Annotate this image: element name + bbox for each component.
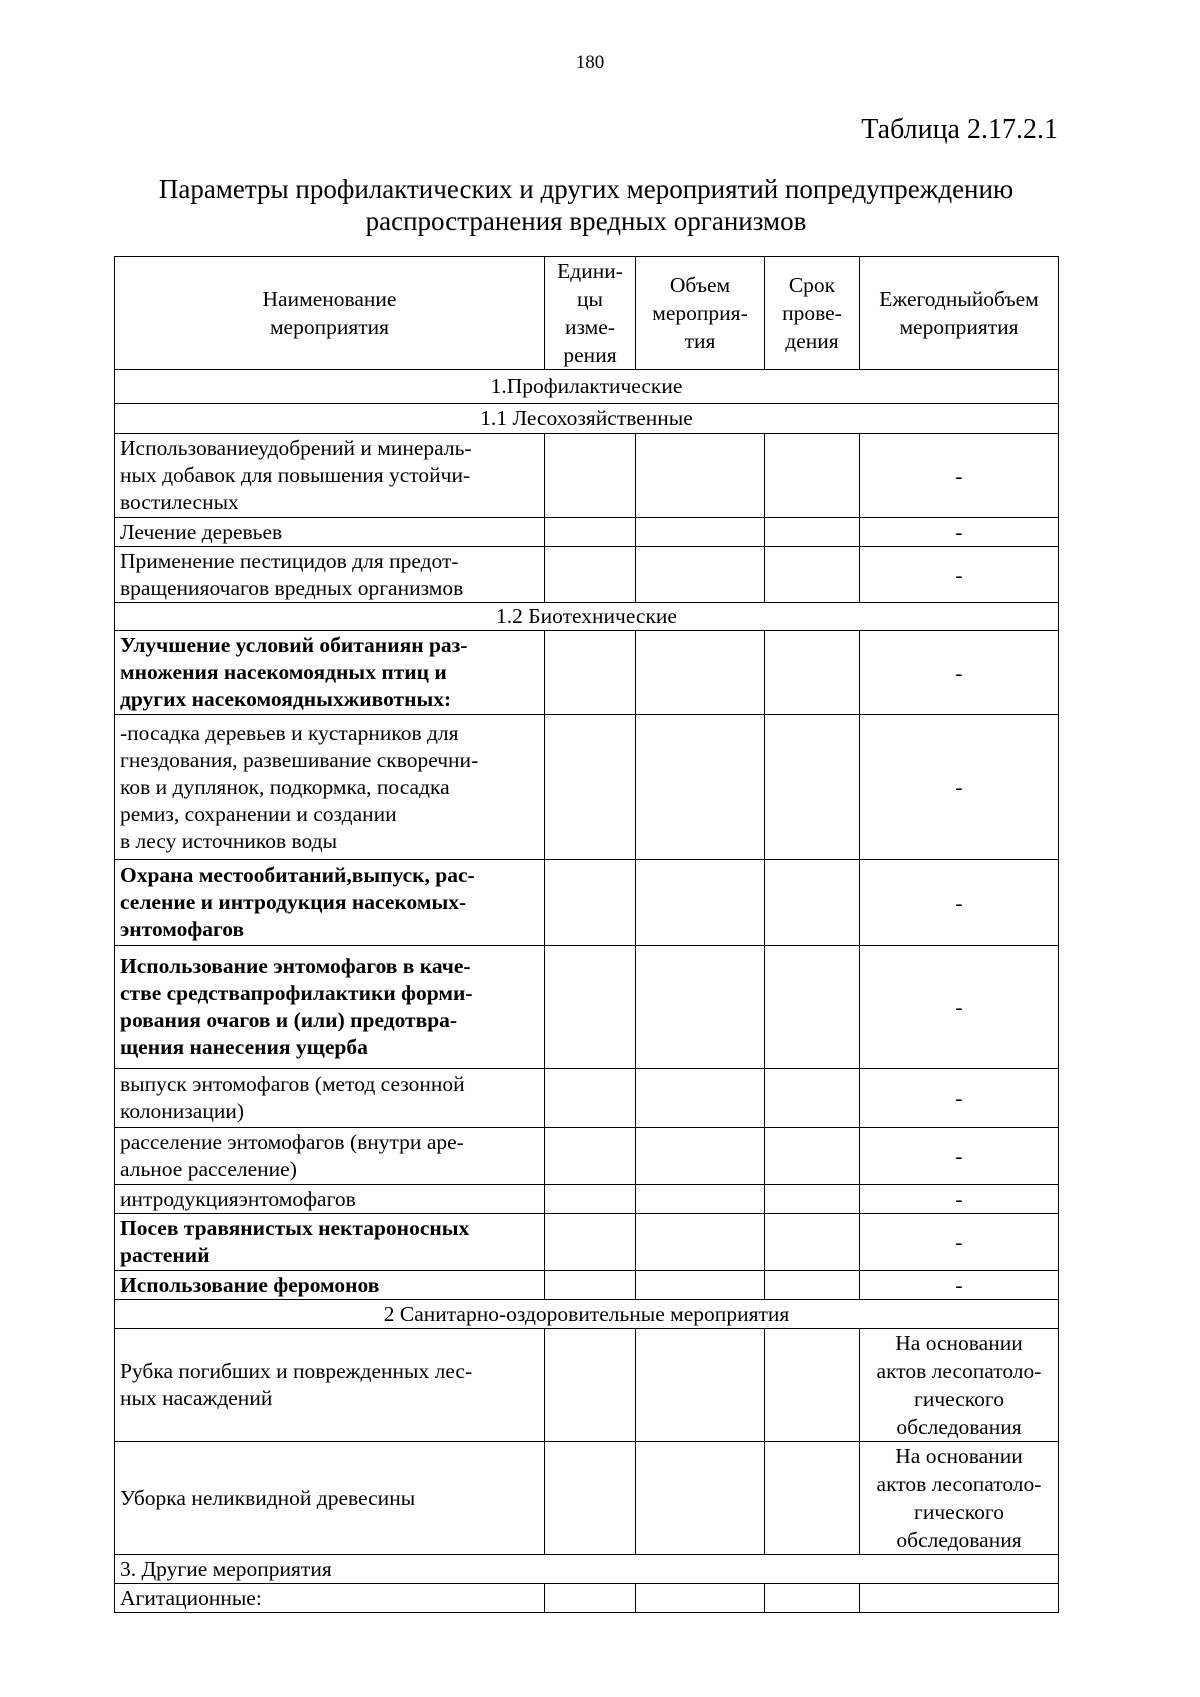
row-unit [545,631,636,715]
page-number: 180 [575,52,605,73]
row-volume [636,860,765,946]
row-annual: - [860,860,1059,946]
row-annual: - [860,946,1059,1069]
row-term [765,1584,860,1613]
row-annual: - [860,1069,1059,1128]
table-row [115,715,1059,860]
row-unit [545,434,636,518]
row-annual: - [860,715,1059,860]
table-row [115,1128,1059,1185]
row-term [765,631,860,715]
row-volume [636,1069,765,1128]
row-annual: - [860,1185,1059,1214]
row-annual: - [860,518,1059,547]
section-row [115,603,1059,631]
header-annual: Ежегодныйобъем мероприятия [860,257,1059,370]
row-name: -посадка деревьев и кустарников для гнездования, развешивание скворечни- ков и дуплянок, подкормка, посадка ремиз, сохранении и создании в лесу источников воды [115,715,545,860]
row-term [765,860,860,946]
row-annual: На основании актов лесопатоло- гического обследования [860,1329,1059,1442]
header-unit: Едини- цы изме- рения [545,257,636,370]
row-unit [545,1128,636,1185]
row-name: Лечение деревьев [115,518,545,547]
table-row [115,946,1059,1069]
row-term [765,1185,860,1214]
row-unit [545,860,636,946]
row-unit [545,1329,636,1442]
row-volume [636,946,765,1069]
row-term [765,434,860,518]
row-volume [636,1214,765,1271]
row-term [765,1442,860,1555]
table-row [115,1069,1059,1128]
table-row [115,434,1059,518]
section-forestry: 1.1 Лесохозяйственные [115,404,1059,434]
section-row [115,370,1059,404]
row-annual: На основании актов лесопатоло- гического обследования [860,1442,1059,1555]
row-volume [636,1271,765,1300]
row-annual: - [860,1271,1059,1300]
header-term: Срок прове- дения [765,257,860,370]
row-term [765,1329,860,1442]
section-preventive: 1.Профилактические [115,370,1059,404]
table-title: Параметры профилактических и других мероприятий попредупреждению распространения вредных организмов [158,174,1014,236]
row-term [765,715,860,860]
row-name: Уборка неликвидной древесины [115,1442,545,1555]
section-sanitary: 2 Санитарно-оздоровительные мероприятия [115,1300,1059,1329]
table-row [115,1442,1059,1555]
row-unit [545,547,636,603]
section-row [115,1300,1059,1329]
row-term [765,946,860,1069]
row-unit [545,1214,636,1271]
row-volume [636,434,765,518]
row-name: расселение энтомофагов (внутри аре- альное расселение) [115,1128,545,1185]
row-term [765,1069,860,1128]
row-name: Посев травянистых нектароносных растений [115,1214,545,1271]
row-volume [636,1442,765,1555]
row-volume [636,1128,765,1185]
section-biotechnical: 1.2 Биотехнические [115,603,1059,631]
row-unit [545,1584,636,1613]
row-volume [636,715,765,860]
row-unit [545,1069,636,1128]
section-row [115,404,1059,434]
row-name: интродукцияэнтомофагов [115,1185,545,1214]
row-annual [860,1584,1059,1613]
row-name: выпуск энтомофагов (метод сезонной колонизации) [115,1069,545,1128]
table-row [115,1329,1059,1442]
table-row [115,547,1059,603]
row-term [765,547,860,603]
row-name: Рубка погибших и поврежденных лес- ных насаждений [115,1329,545,1442]
row-annual: - [860,434,1059,518]
row-volume [636,1185,765,1214]
section-other: 3. Другие мероприятия [115,1555,1059,1584]
table-row [115,1271,1059,1300]
row-unit [545,518,636,547]
row-annual: - [860,547,1059,603]
row-volume [636,518,765,547]
header-volume: Объем мероприя- тия [636,257,765,370]
row-volume [636,547,765,603]
row-unit [545,946,636,1069]
row-unit [545,1271,636,1300]
row-annual: - [860,1128,1059,1185]
row-annual: - [860,631,1059,715]
table-row [115,518,1059,547]
row-name: Улучшение условий обитаниян раз- множения насекомоядных птиц и других насекомоядныхживотных: [115,631,545,715]
row-term [765,1271,860,1300]
row-term [765,518,860,547]
table-row [115,1214,1059,1271]
table-row [115,860,1059,946]
section-row [115,1555,1059,1584]
row-name: Использование феромонов [115,1271,545,1300]
row-volume [636,631,765,715]
row-volume [636,1584,765,1613]
table-label: Таблица 2.17.2.1 [861,114,1058,145]
row-name: Использованиеудобрений и минераль- ных добавок для повышения устойчи- востилесных [115,434,545,518]
measures-table [114,256,1059,1613]
row-name: Использование энтомофагов в каче- стве средствапрофилактики форми- рования очагов и (или) предотвра- щения нанесения ущерба [115,946,545,1069]
header-row [115,257,1059,370]
row-name: Агитационные: [115,1584,545,1613]
row-name: Охрана местообитаний,выпуск, рас- селение и интродукция насекомых- энтомофагов [115,860,545,946]
table-row [115,631,1059,715]
row-name: Применение пестицидов для предот- вращенияочагов вредных организмов [115,547,545,603]
header-name: Наименование мероприятия [115,257,545,370]
row-unit [545,1185,636,1214]
row-term [765,1214,860,1271]
table-row [115,1584,1059,1613]
row-unit [545,1442,636,1555]
row-term [765,1128,860,1185]
table-row [115,1185,1059,1214]
row-annual: - [860,1214,1059,1271]
row-unit [545,715,636,860]
row-volume [636,1329,765,1442]
